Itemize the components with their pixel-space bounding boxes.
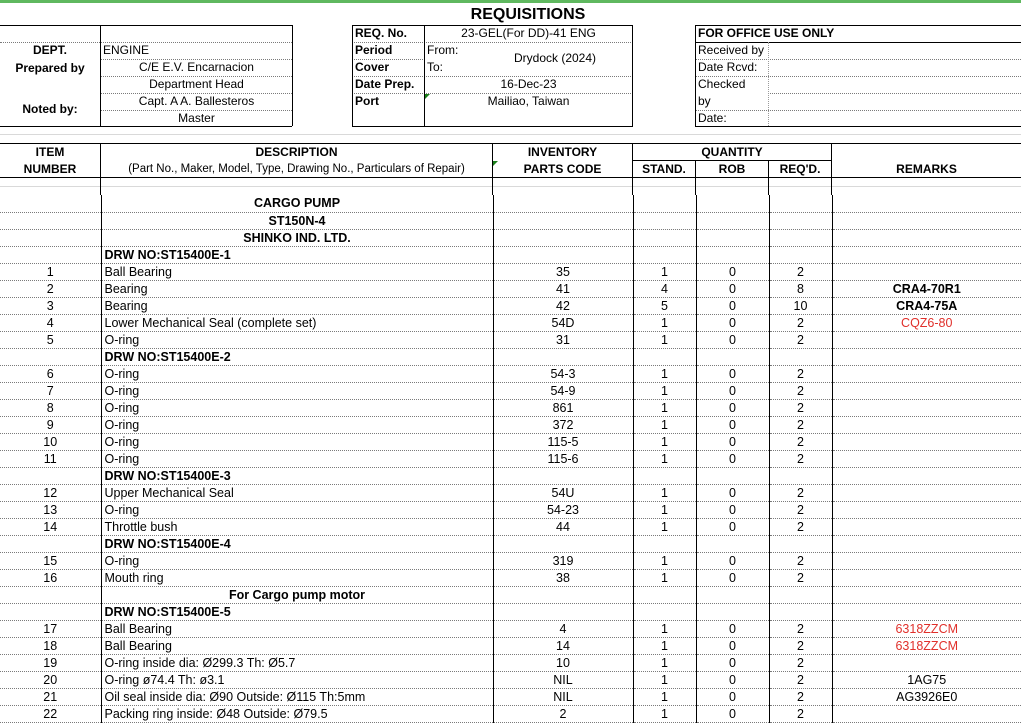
reqd-qty-cell: 2 (769, 688, 832, 705)
table-row (0, 637, 1021, 654)
description-cell: O-ring (101, 450, 493, 467)
rob-qty-cell: 0 (696, 297, 769, 314)
remarks-cell (832, 246, 1021, 263)
reqd-qty-cell: 2 (769, 620, 832, 637)
remarks-cell (832, 416, 1021, 433)
description-cell: Lower Mechanical Seal (complete set) (101, 314, 493, 331)
remarks-cell (832, 399, 1021, 416)
header-parts-code: PARTS CODE (523, 162, 602, 176)
table-row (0, 569, 1021, 586)
reqd-qty-cell (769, 246, 832, 263)
item-number-cell: 14 (0, 518, 101, 535)
reqd-qty-cell: 2 (769, 654, 832, 671)
reqd-qty-cell: 2 (769, 552, 832, 569)
reqd-qty-cell (769, 535, 832, 552)
date-prep-label: Date Prep. (355, 77, 415, 91)
remarks-cell (832, 467, 1021, 484)
remarks-cell (832, 382, 1021, 399)
drawing-group-row (0, 603, 1021, 620)
rob-qty-cell: 0 (696, 518, 769, 535)
req-no-label: REQ. No. (355, 26, 408, 40)
item-number-cell (0, 535, 101, 552)
rob-qty-cell: 0 (696, 654, 769, 671)
header-reqd: REQ'D. (779, 162, 821, 176)
date-prep-value: 16-Dec-23 (500, 77, 557, 91)
remarks-cell (832, 552, 1021, 569)
rob-qty-cell: 0 (696, 705, 769, 722)
rob-qty-cell: 0 (696, 263, 769, 280)
description-cell: DRW NO:ST15400E-1 (101, 246, 493, 263)
rob-qty-cell: 0 (696, 382, 769, 399)
description-cell: ST150N-4 (101, 212, 493, 229)
reqd-qty-cell: 2 (769, 671, 832, 688)
header-stand: STAND. (642, 162, 686, 176)
header-inventory: INVENTORY (527, 145, 598, 159)
stand-qty-cell (633, 348, 696, 365)
parts-code-cell: 4 (493, 620, 633, 637)
stand-qty-cell: 1 (633, 569, 696, 586)
parts-code-cell: 14 (493, 637, 633, 654)
table-row (0, 297, 1021, 314)
description-cell: DRW NO:ST15400E-4 (101, 535, 493, 552)
parts-code-cell: 2 (493, 705, 633, 722)
stand-qty-cell: 1 (633, 705, 696, 722)
item-number-cell: 2 (0, 280, 101, 297)
parts-code-cell (493, 195, 633, 212)
stand-qty-cell (633, 212, 696, 229)
stand-qty-cell: 1 (633, 484, 696, 501)
stand-qty-cell (633, 467, 696, 484)
item-number-cell: 9 (0, 416, 101, 433)
reqd-qty-cell: 2 (769, 705, 832, 722)
description-cell: SHINKO IND. LTD. (101, 229, 493, 246)
description-cell: Bearing (101, 280, 493, 297)
reqd-qty-cell: 2 (769, 382, 832, 399)
item-number-cell: 4 (0, 314, 101, 331)
parts-code-cell: 44 (493, 518, 633, 535)
description-cell: CARGO PUMP (101, 195, 493, 212)
rob-qty-cell (696, 586, 769, 603)
checked-label: Checked (698, 77, 746, 91)
item-number-cell: 13 (0, 501, 101, 518)
remarks-cell (832, 348, 1021, 365)
parts-code-cell: 54D (493, 314, 633, 331)
item-number-cell (0, 229, 101, 246)
reqd-qty-cell: 2 (769, 263, 832, 280)
reqd-qty-cell: 2 (769, 399, 832, 416)
description-cell: Ball Bearing (101, 620, 493, 637)
dept-label: DEPT. (32, 43, 67, 57)
reqd-qty-cell (769, 348, 832, 365)
remarks-cell: 1AG75 (832, 671, 1021, 688)
parts-code-cell: 319 (493, 552, 633, 569)
description-cell: Mouth ring (101, 569, 493, 586)
stand-qty-cell: 1 (633, 671, 696, 688)
stand-qty-cell: 4 (633, 280, 696, 297)
rob-qty-cell: 0 (696, 433, 769, 450)
reqd-qty-cell: 2 (769, 450, 832, 467)
parts-code-cell: 54-23 (493, 501, 633, 518)
description-cell: DRW NO:ST15400E-2 (101, 348, 493, 365)
remarks-cell (832, 501, 1021, 518)
table-row (0, 654, 1021, 671)
noted-by-name: Capt. A A. Ballesteros (138, 94, 255, 108)
stand-qty-cell (633, 229, 696, 246)
table-row (0, 688, 1021, 705)
remarks-cell: 6318ZZCM (832, 620, 1021, 637)
description-cell: Ball Bearing (101, 637, 493, 654)
parts-code-cell: 10 (493, 654, 633, 671)
reqd-qty-cell: 2 (769, 331, 832, 348)
stand-qty-cell: 1 (633, 501, 696, 518)
parts-code-cell: 54-9 (493, 382, 633, 399)
parts-code-cell (493, 535, 633, 552)
remarks-cell (832, 195, 1021, 212)
cover-label: Cover (355, 60, 390, 74)
description-cell: O-ring (101, 416, 493, 433)
description-cell: O-ring (101, 501, 493, 518)
table-row (0, 552, 1021, 569)
item-number-cell: 10 (0, 433, 101, 450)
reqd-qty-cell (769, 586, 832, 603)
period-value: Drydock (2024) (513, 51, 597, 65)
description-cell: O-ring (101, 331, 493, 348)
drawing-group-row (0, 467, 1021, 484)
stand-qty-cell: 1 (633, 382, 696, 399)
parts-code-cell: 861 (493, 399, 633, 416)
to-label: To: (427, 60, 444, 74)
header-remarks: REMARKS (896, 162, 957, 176)
reqd-qty-cell: 8 (769, 280, 832, 297)
item-number-cell (0, 246, 101, 263)
table-row (0, 280, 1021, 297)
reqd-qty-cell (769, 229, 832, 246)
item-number-cell: 8 (0, 399, 101, 416)
reqd-qty-cell (769, 603, 832, 620)
parts-code-cell: 31 (493, 331, 633, 348)
description-cell: For Cargo pump motor (101, 586, 493, 603)
item-number-cell: 18 (0, 637, 101, 654)
rob-qty-cell (696, 467, 769, 484)
section-title-row (0, 212, 1021, 229)
item-number-cell: 21 (0, 688, 101, 705)
top-accent-line (0, 0, 1021, 3)
item-number-cell: 22 (0, 705, 101, 722)
table-row (0, 382, 1021, 399)
stand-qty-cell (633, 603, 696, 620)
dept-value: ENGINE (103, 43, 150, 57)
drawing-group-row (0, 246, 1021, 263)
description-cell: O-ring inside dia: Ø299.3 Th: Ø5.7 (101, 654, 493, 671)
by-label: by (698, 94, 711, 108)
noted-by-label: Noted by: (22, 102, 78, 116)
port-label: Port (355, 94, 379, 108)
parts-code-cell: 115-5 (493, 433, 633, 450)
stand-qty-cell: 1 (633, 654, 696, 671)
rob-qty-cell: 0 (696, 365, 769, 382)
description-cell: Oil seal inside dia: Ø90 Outside: Ø115 Th:5mm (101, 688, 493, 705)
parts-code-cell: 115-6 (493, 450, 633, 467)
parts-code-cell: NIL (493, 671, 633, 688)
drawing-group-row (0, 535, 1021, 552)
parts-code-cell: 372 (493, 416, 633, 433)
header-description: DESCRIPTION (255, 145, 338, 159)
table-row (0, 314, 1021, 331)
rob-qty-cell: 0 (696, 280, 769, 297)
remarks-cell: CRA4-75A (832, 297, 1021, 314)
remarks-cell: 6318ZZCM (832, 637, 1021, 654)
item-number-cell: 17 (0, 620, 101, 637)
description-cell: Bearing (101, 297, 493, 314)
remarks-cell: CQZ6-80 (832, 314, 1021, 331)
item-number-cell (0, 586, 101, 603)
remarks-cell (832, 518, 1021, 535)
table-row (0, 705, 1021, 722)
parts-code-cell (493, 229, 633, 246)
header-description-sub: (Part No., Maker, Model, Type, Drawing No., Particulars of Repair) (128, 163, 465, 175)
rob-qty-cell: 0 (696, 620, 769, 637)
table-row (0, 433, 1021, 450)
parts-code-cell: NIL (493, 688, 633, 705)
remarks-cell: AG3926E0 (832, 688, 1021, 705)
requisition-items-table (0, 195, 1021, 723)
remarks-cell (832, 331, 1021, 348)
header-item-line2: NUMBER (23, 162, 77, 176)
table-row (0, 331, 1021, 348)
parts-code-cell: 54U (493, 484, 633, 501)
table-row (0, 263, 1021, 280)
stand-qty-cell: 1 (633, 637, 696, 654)
item-number-cell (0, 195, 101, 212)
table-row (0, 450, 1021, 467)
remarks-cell (832, 212, 1021, 229)
description-cell: Packing ring inside: Ø48 Outside: Ø79.5 (101, 705, 493, 722)
rob-qty-cell: 0 (696, 484, 769, 501)
table-row (0, 399, 1021, 416)
stand-qty-cell: 1 (633, 331, 696, 348)
remarks-cell (832, 586, 1021, 603)
remarks-cell (832, 535, 1021, 552)
reqd-qty-cell: 2 (769, 518, 832, 535)
table-row (0, 620, 1021, 637)
section-title-row (0, 586, 1021, 603)
item-number-cell (0, 467, 101, 484)
item-number-cell: 7 (0, 382, 101, 399)
reqd-qty-cell (769, 212, 832, 229)
rob-qty-cell: 0 (696, 569, 769, 586)
parts-code-cell: 38 (493, 569, 633, 586)
table-row (0, 518, 1021, 535)
table-row (0, 365, 1021, 382)
description-cell: O-ring (101, 382, 493, 399)
description-cell: Ball Bearing (101, 263, 493, 280)
reqd-qty-cell (769, 195, 832, 212)
parts-code-cell: 42 (493, 297, 633, 314)
description-cell: O-ring (101, 552, 493, 569)
table-row (0, 501, 1021, 518)
rob-qty-cell: 0 (696, 416, 769, 433)
item-number-cell: 11 (0, 450, 101, 467)
rob-qty-cell (696, 603, 769, 620)
item-number-cell: 12 (0, 484, 101, 501)
stand-qty-cell (633, 195, 696, 212)
rob-qty-cell: 0 (696, 637, 769, 654)
stand-qty-cell: 1 (633, 416, 696, 433)
item-number-cell: 3 (0, 297, 101, 314)
reqd-qty-cell: 2 (769, 433, 832, 450)
remarks-cell (832, 654, 1021, 671)
reqd-qty-cell (769, 467, 832, 484)
stand-qty-cell: 1 (633, 399, 696, 416)
rob-qty-cell: 0 (696, 671, 769, 688)
item-number-cell: 1 (0, 263, 101, 280)
remarks-cell (832, 433, 1021, 450)
parts-code-cell (493, 212, 633, 229)
rob-qty-cell (696, 229, 769, 246)
rob-qty-cell: 0 (696, 314, 769, 331)
noted-by-role: Master (178, 111, 215, 125)
remarks-cell (832, 705, 1021, 722)
stand-qty-cell (633, 586, 696, 603)
parts-code-cell (493, 467, 633, 484)
date-label: Date: (698, 111, 727, 125)
req-no-value: 23-GEL(For DD)-41 ENG (461, 26, 596, 40)
office-use-title: FOR OFFICE USE ONLY (698, 26, 835, 40)
stand-qty-cell (633, 535, 696, 552)
item-number-cell: 16 (0, 569, 101, 586)
parts-code-cell (493, 246, 633, 263)
remarks-cell (832, 603, 1021, 620)
item-number-cell (0, 603, 101, 620)
reqd-qty-cell: 10 (769, 297, 832, 314)
stand-qty-cell: 1 (633, 688, 696, 705)
prepared-by-name: C/E E.V. Encarnacion (139, 60, 254, 74)
received-by-label: Received by (698, 43, 765, 57)
item-number-cell (0, 212, 101, 229)
parts-code-cell: 54-3 (493, 365, 633, 382)
remarks-cell (832, 263, 1021, 280)
remarks-cell (832, 365, 1021, 382)
parts-code-cell (493, 348, 633, 365)
rob-qty-cell (696, 535, 769, 552)
description-cell: O-ring ø74.4 Th: ø3.1 (101, 671, 493, 688)
item-number-cell: 15 (0, 552, 101, 569)
rob-qty-cell (696, 348, 769, 365)
table-row (0, 416, 1021, 433)
description-cell: Upper Mechanical Seal (101, 484, 493, 501)
rob-qty-cell (696, 212, 769, 229)
page-title: REQUISITIONS (470, 6, 586, 23)
stand-qty-cell: 1 (633, 450, 696, 467)
rob-qty-cell: 0 (696, 501, 769, 518)
stand-qty-cell: 1 (633, 314, 696, 331)
description-cell: DRW NO:ST15400E-3 (101, 467, 493, 484)
from-label: From: (427, 43, 459, 57)
rob-qty-cell: 0 (696, 399, 769, 416)
stand-qty-cell (633, 246, 696, 263)
item-number-cell: 5 (0, 331, 101, 348)
remarks-cell (832, 450, 1021, 467)
prepared-by-label: Prepared by (15, 61, 85, 75)
stand-qty-cell: 1 (633, 433, 696, 450)
item-number-cell: 19 (0, 654, 101, 671)
rob-qty-cell: 0 (696, 552, 769, 569)
remarks-cell: CRA4-70R1 (832, 280, 1021, 297)
stand-qty-cell: 1 (633, 518, 696, 535)
item-number-cell (0, 348, 101, 365)
table-row (0, 484, 1021, 501)
reqd-qty-cell: 2 (769, 569, 832, 586)
parts-code-cell (493, 603, 633, 620)
description-cell: O-ring (101, 433, 493, 450)
description-cell: O-ring (101, 399, 493, 416)
parts-code-cell (493, 586, 633, 603)
rob-qty-cell: 0 (696, 450, 769, 467)
section-title-row (0, 195, 1021, 212)
remarks-cell (832, 229, 1021, 246)
period-label: Period (355, 43, 393, 57)
description-cell: O-ring (101, 365, 493, 382)
port-value: Mailiao, Taiwan (487, 94, 570, 108)
stand-qty-cell: 1 (633, 620, 696, 637)
remarks-cell (832, 569, 1021, 586)
description-cell: Throttle bush (101, 518, 493, 535)
item-number-cell: 6 (0, 365, 101, 382)
table-row (0, 671, 1021, 688)
parts-code-cell: 41 (493, 280, 633, 297)
reqd-qty-cell: 2 (769, 365, 832, 382)
prepared-by-role: Department Head (149, 77, 244, 91)
reqd-qty-cell: 2 (769, 637, 832, 654)
rob-qty-cell (696, 246, 769, 263)
header-quantity: QUANTITY (701, 145, 763, 159)
reqd-qty-cell: 2 (769, 484, 832, 501)
item-number-cell: 20 (0, 671, 101, 688)
drawing-group-row (0, 348, 1021, 365)
remarks-cell (832, 484, 1021, 501)
description-cell: DRW NO:ST15400E-5 (101, 603, 493, 620)
rob-qty-cell: 0 (696, 331, 769, 348)
reqd-qty-cell: 2 (769, 416, 832, 433)
rob-qty-cell: 0 (696, 688, 769, 705)
stand-qty-cell: 5 (633, 297, 696, 314)
header-item-line1: ITEM (35, 145, 65, 159)
stand-qty-cell: 1 (633, 263, 696, 280)
stand-qty-cell: 1 (633, 552, 696, 569)
reqd-qty-cell: 2 (769, 314, 832, 331)
stand-qty-cell: 1 (633, 365, 696, 382)
header-rob: ROB (718, 162, 746, 176)
section-title-row (0, 229, 1021, 246)
parts-code-cell: 35 (493, 263, 633, 280)
rob-qty-cell (696, 195, 769, 212)
date-rcvd-label: Date Rcvd: (698, 60, 758, 74)
reqd-qty-cell: 2 (769, 501, 832, 518)
